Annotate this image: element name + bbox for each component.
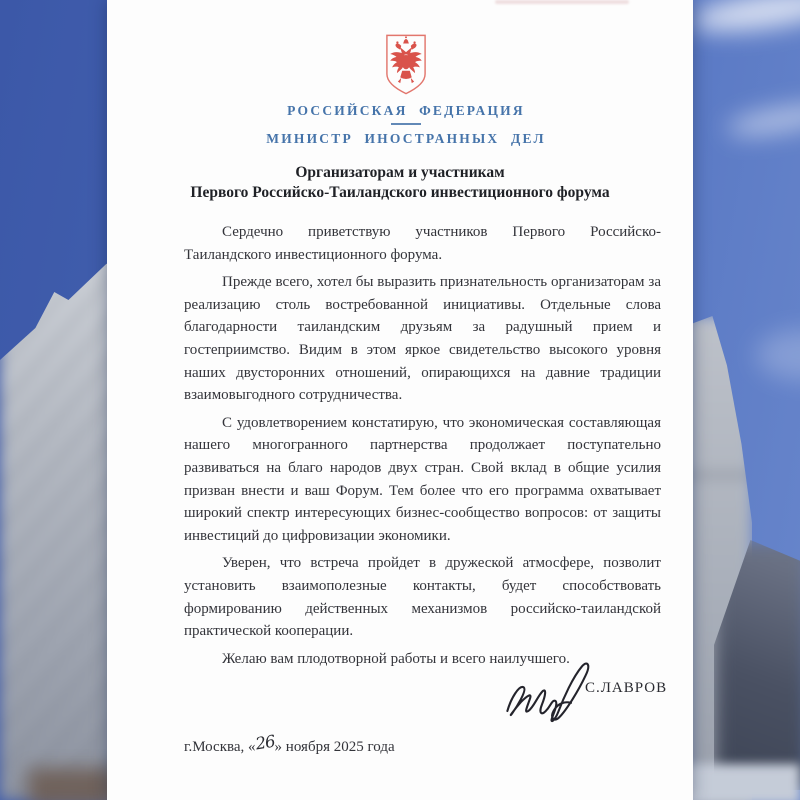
paragraph: С удовлетворением констатирую, что экономическая составляющая нашего многогранного партнерства продолжает поступательно развиваться на благо народов двух стран. Свой вклад в общие усилия призван внести и ваш Форум. Тем более что его программа охватывает широкий спектр интересующих бизнес-сообщество вопросов: от защиты инвестиций до цифровизации экономики. [184,414,661,544]
dateline-prefix: г.Москва, « [184,739,256,755]
dateline-suffix: » ноября 2025 года [274,739,395,755]
letter-document [107,0,693,800]
building-right-base [686,764,800,800]
dateline-day-handwritten: 26 [253,731,276,754]
letterhead-divider [391,123,421,125]
addressee-line2: Первого Российско-Таиландского инвестиционного форума [190,183,610,201]
cloud [725,99,800,142]
building-left [0,0,118,800]
letterhead [113,33,699,146]
signatory-name: С.ЛАВРОВ [585,680,668,696]
paragraph: Желаю вам плодотворной работы и всего наилучшего. [222,650,570,667]
letterhead-minister-title: МИНИСТР ИНОСТРАННЫХ ДЕЛ [266,131,546,146]
scan-artifact [495,0,629,4]
paragraph: Прежде всего, хотел бы выразить признательность организаторам за реализацию столь востребованной инициативы. Отдельные слова благодарности таиландским друзьям за радушный прием и гостеприимство. Видим в этом яркое свидетельство высокого уровня наших двусторонних отношений, опирающихся на давние традиции взаимовыгодного сотрудничества. [184,274,661,404]
cloud [688,0,800,38]
letterhead-country: РОССИЙСКАЯ ФЕДЕРАЦИЯ [287,103,525,118]
cloud [756,330,800,380]
addressee-heading [107,163,693,202]
dateline [184,731,395,756]
paragraph: Уверен, что встреча пройдет в дружеской атмосфере, позволит установить взаимополезные контакты, будет способствовать формированию действенных механизмов российско-таиландской практической кооперации. [184,555,661,640]
paragraph: Сердечно приветствую участников Первого Российско-Таиландского инвестиционного форума. [184,224,661,263]
addressee-line1: Организаторам и участникам [295,164,505,181]
russia-coat-of-arms-icon [382,33,430,96]
letter-body [184,221,661,675]
signature-block [501,652,671,732]
